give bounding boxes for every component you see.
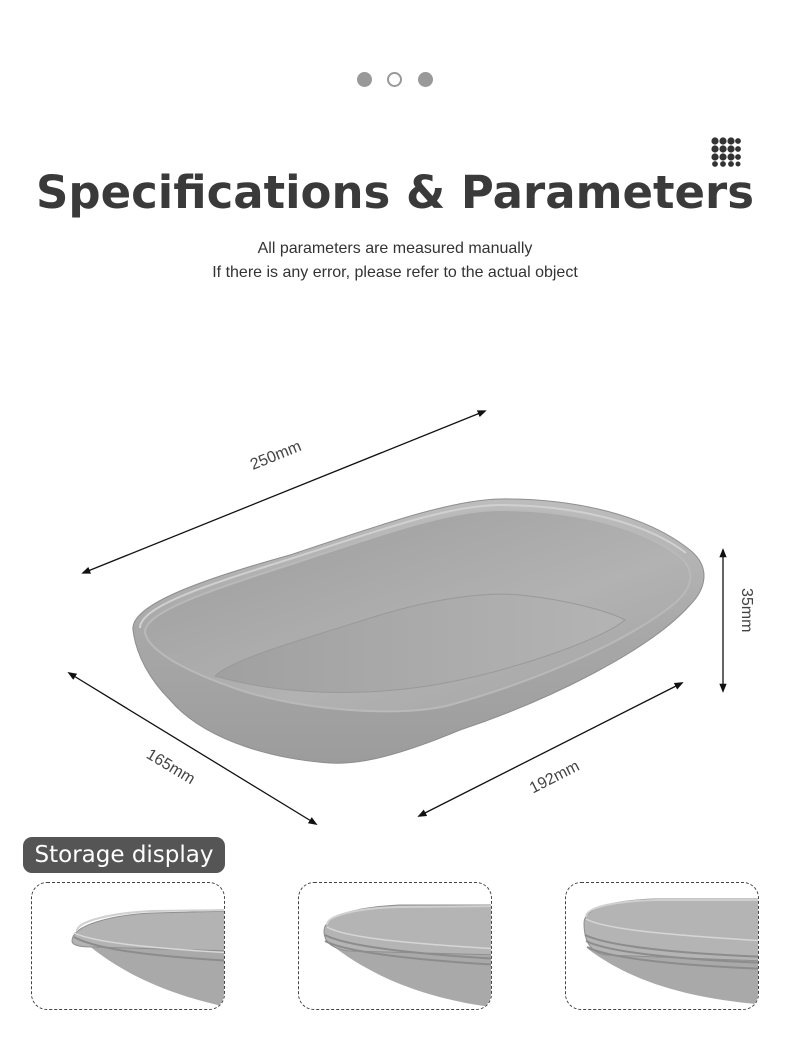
carousel-indicator: [0, 72, 790, 90]
storage-thumb-2-stack[interactable]: [31, 882, 225, 1010]
carousel-dot-3[interactable]: [418, 72, 433, 87]
storage-thumb-4-stack[interactable]: [565, 882, 759, 1010]
grid-menu-icon[interactable]: [711, 137, 741, 167]
stacked-dishes-image: [566, 883, 759, 1010]
height-label: 35mm: [738, 588, 755, 633]
stacked-dishes-image: [32, 883, 225, 1010]
dish-dimension-diagram: [0, 380, 790, 840]
carousel-dot-2[interactable]: [387, 72, 402, 87]
subtitle-line-1: All parameters are measured manually: [257, 240, 533, 257]
page-title: Specifications & Parameters: [35, 166, 754, 219]
storage-display-badge: Storage display: [23, 837, 225, 873]
stacked-dishes-image: [299, 883, 492, 1010]
length-label: 250mm: [248, 438, 304, 474]
carousel-dot-1[interactable]: [357, 72, 372, 87]
bottom-label: 192mm: [527, 757, 583, 798]
storage-thumb-3-stack[interactable]: [298, 882, 492, 1010]
width-label: 165mm: [143, 746, 198, 789]
subtitle-line-2: If there is any error, please refer to the actual object: [212, 264, 578, 281]
